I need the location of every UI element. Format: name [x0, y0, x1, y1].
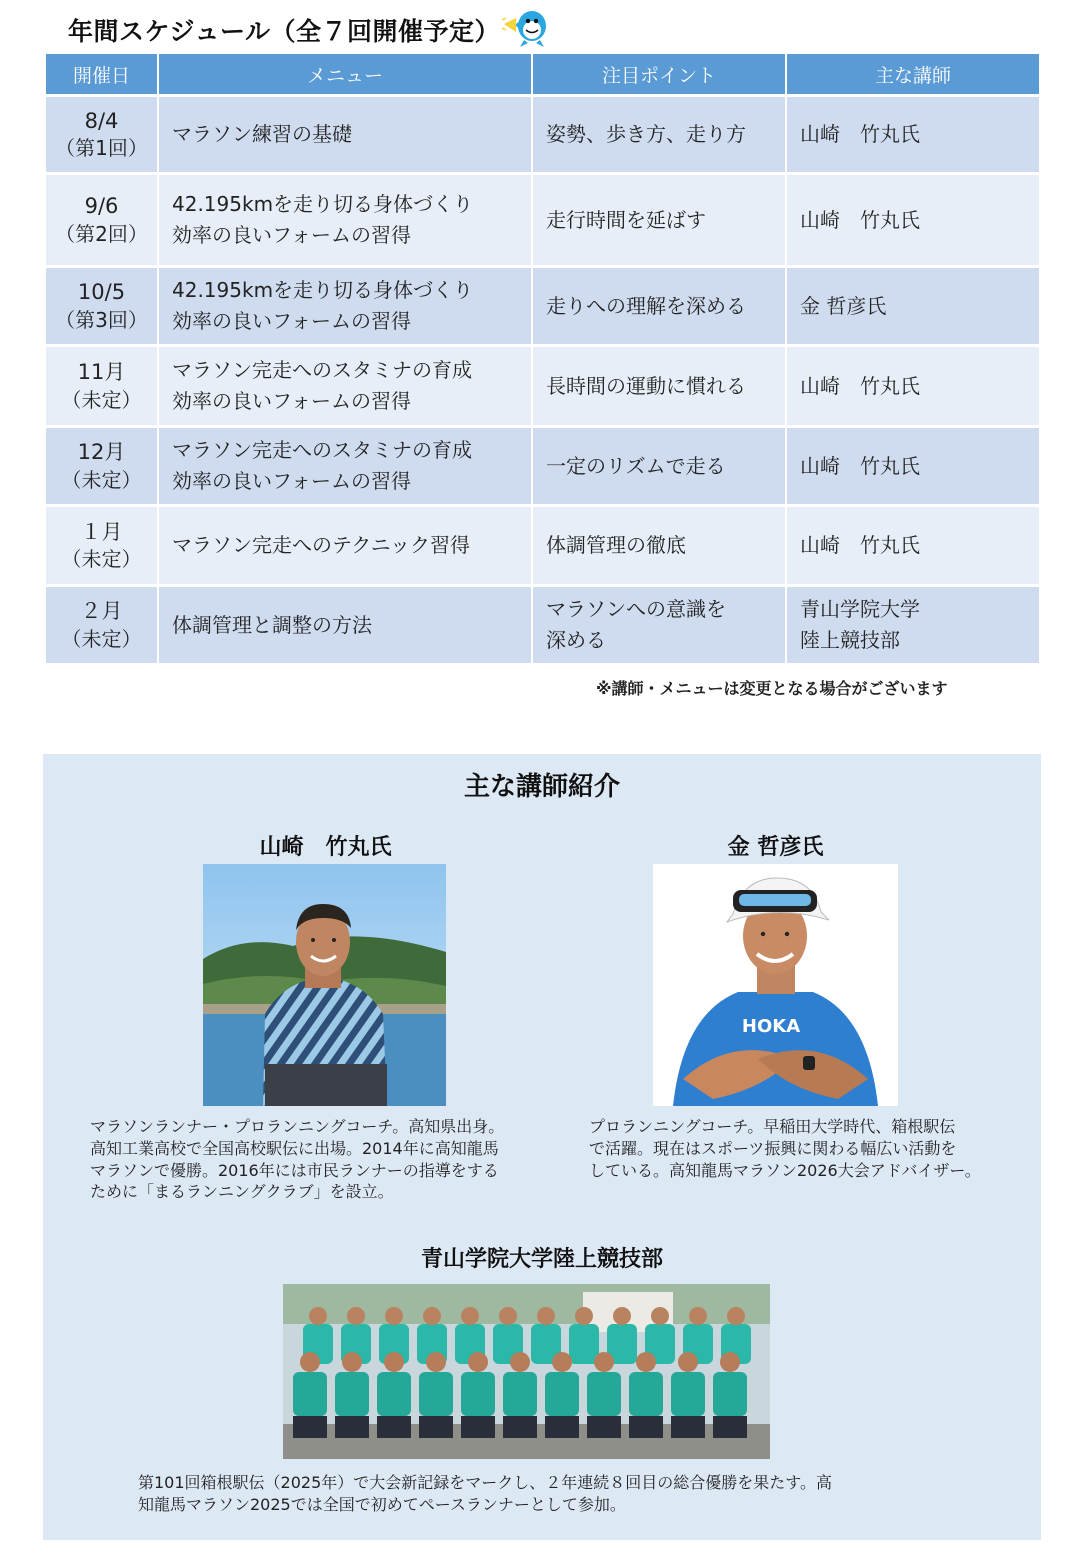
instructor-cell	[787, 507, 1039, 587]
instructor-name: 金 哲彦氏	[727, 835, 824, 860]
instructor-cell	[787, 268, 1039, 347]
table-row	[46, 507, 1039, 587]
team-description	[138, 1472, 832, 1516]
description-line: 第101回箱根駅伝（2025年）で大会新記録をマークし、２年連続８回目の総合優勝を果たす。高	[138, 1473, 832, 1492]
date-cell	[46, 97, 159, 175]
point-line: 走行時間を延ばす	[546, 207, 706, 232]
instructor-line: 山崎 竹丸氏	[800, 453, 920, 478]
menu-cell	[159, 587, 533, 666]
point-line: 長時間の運動に慣れる	[546, 373, 746, 398]
header-instructor: 主な講師	[787, 54, 1039, 97]
round-value: （未定）	[61, 626, 142, 651]
point-line: 一定のリズムで走る	[546, 453, 726, 478]
table-row	[46, 97, 1039, 175]
menu-line: マラソン完走へのスタミナの育成	[172, 438, 472, 462]
date-value: 10/5	[77, 280, 126, 305]
header-menu: メニュー	[159, 54, 533, 97]
menu-line: 体調管理と調整の方法	[172, 612, 372, 637]
menu-cell	[159, 97, 533, 175]
date-value: １月	[80, 519, 123, 544]
date-cell	[46, 175, 159, 268]
team-photo-image	[283, 1284, 770, 1459]
point-line: マラソンへの意識を	[546, 597, 726, 621]
description-line: マラソンで優勝。2016年には市民ランナーの指導をする	[90, 1160, 499, 1180]
header-date: 開催日	[46, 54, 159, 97]
schedule-title-row	[68, 12, 552, 48]
menu-cell	[159, 507, 533, 587]
table-row	[46, 428, 1039, 507]
menu-line: マラソン練習の基礎	[172, 122, 352, 146]
menu-line: 42.195kmを走り切る身体づくり	[172, 278, 474, 302]
menu-cell	[159, 428, 533, 507]
round-value: （第1回）	[55, 136, 148, 161]
point-cell	[533, 507, 787, 587]
point-cell	[533, 268, 787, 347]
table-row	[46, 587, 1039, 666]
point-cell	[533, 347, 787, 428]
instructor-line: 山崎 竹丸氏	[800, 207, 920, 232]
table-row	[46, 347, 1039, 428]
schedule-table	[46, 54, 1039, 666]
team-photo	[283, 1284, 770, 1459]
description-line: 知龍馬マラソン2025では全国で初めてペースランナーとして参加。	[138, 1494, 626, 1514]
menu-line: 42.195kmを走り切る身体づくり	[172, 192, 474, 216]
menu-cell	[159, 268, 533, 347]
instructor-photo-image	[653, 864, 898, 1106]
point-cell	[533, 587, 787, 666]
instructor-description	[589, 1116, 981, 1181]
instructor-cell	[787, 347, 1039, 428]
date-value: ２月	[80, 599, 123, 624]
instructor-photo	[203, 864, 446, 1106]
instructor-line: 金 哲彦氏	[800, 293, 887, 318]
instructor-name: 山崎 竹丸氏	[259, 835, 392, 860]
description-line: プロランニングコーチ。早稲田大学時代、箱根駅伝	[589, 1117, 956, 1136]
date-cell	[46, 268, 159, 347]
point-line: 姿勢、歩き方、走り方	[546, 122, 746, 146]
instructor-line: 山崎 竹丸氏	[800, 122, 920, 146]
mascot-megaphone-icon	[502, 6, 552, 48]
round-value: （未定）	[61, 467, 142, 492]
instructor-line: 山崎 竹丸氏	[800, 533, 920, 557]
round-value: （第3回）	[55, 307, 148, 332]
date-value: 12月	[77, 440, 126, 465]
instructor-line: 山崎 竹丸氏	[800, 373, 920, 398]
date-value: 11月	[77, 360, 126, 385]
svg-text:HOKA: HOKA	[741, 1016, 801, 1037]
date-cell	[46, 587, 159, 666]
round-value: （未定）	[61, 547, 142, 572]
instructor-description	[90, 1116, 504, 1203]
instructor-line: 青山学院大学	[800, 597, 920, 621]
instructor-cell	[787, 97, 1039, 175]
menu-line: 効率の良いフォームの習得	[172, 223, 411, 247]
intro-title: 主な講師紹介	[463, 772, 620, 802]
point-line: 深める	[546, 628, 606, 652]
date-cell	[46, 507, 159, 587]
point-line: 体調管理の徹底	[546, 533, 686, 557]
schedule-header-row	[46, 54, 1039, 97]
description-line: で活躍。現在はスポーツ振興に関わる幅広い活動を	[589, 1138, 957, 1158]
round-value: （第2回）	[55, 221, 148, 246]
point-cell	[533, 175, 787, 268]
point-cell	[533, 97, 787, 175]
menu-line: 効率の良いフォームの習得	[172, 389, 411, 413]
date-cell	[46, 347, 159, 428]
schedule-note: ※講師・メニューは変更となる場合がございます	[596, 679, 948, 698]
instructor-line: 陸上競技部	[800, 628, 900, 652]
instructor-cell	[787, 175, 1039, 268]
instructor-intro-panel	[43, 754, 1041, 1540]
date-value: 8/4	[84, 108, 119, 133]
menu-cell	[159, 175, 533, 268]
description-line: 高知工業高校で全国高校駅伝に出場。2014年に高知龍馬	[90, 1138, 499, 1158]
date-value: 9/6	[84, 194, 119, 219]
header-point: 注目ポイント	[533, 54, 787, 97]
point-line: 走りへの理解を深める	[546, 293, 746, 318]
menu-line: 効率の良いフォームの習得	[172, 309, 411, 333]
menu-line: 効率の良いフォームの習得	[172, 469, 411, 493]
menu-cell	[159, 347, 533, 428]
description-line: している。高知龍馬マラソン2026大会アドバイザー。	[589, 1160, 981, 1180]
instructor-photo	[653, 864, 898, 1106]
description-line: マラソンランナー・プロランニングコーチ。高知県出身。	[90, 1117, 505, 1136]
menu-line: マラソン完走へのスタミナの育成	[172, 358, 472, 382]
team-name: 青山学院大学陸上競技部	[420, 1247, 663, 1272]
table-row	[46, 175, 1039, 268]
point-cell	[533, 428, 787, 507]
schedule-title: 年間スケジュール（全７回開催予定）	[68, 17, 501, 46]
instructor-cell	[787, 428, 1039, 507]
date-cell	[46, 428, 159, 507]
instructor-photo-image	[203, 864, 446, 1106]
round-value: （未定）	[61, 387, 142, 412]
menu-line: マラソン完走へのテクニック習得	[172, 533, 470, 557]
description-line: ために「まるランニングクラブ」を設立。	[90, 1182, 394, 1202]
instructor-cell	[787, 587, 1039, 666]
table-row	[46, 268, 1039, 347]
